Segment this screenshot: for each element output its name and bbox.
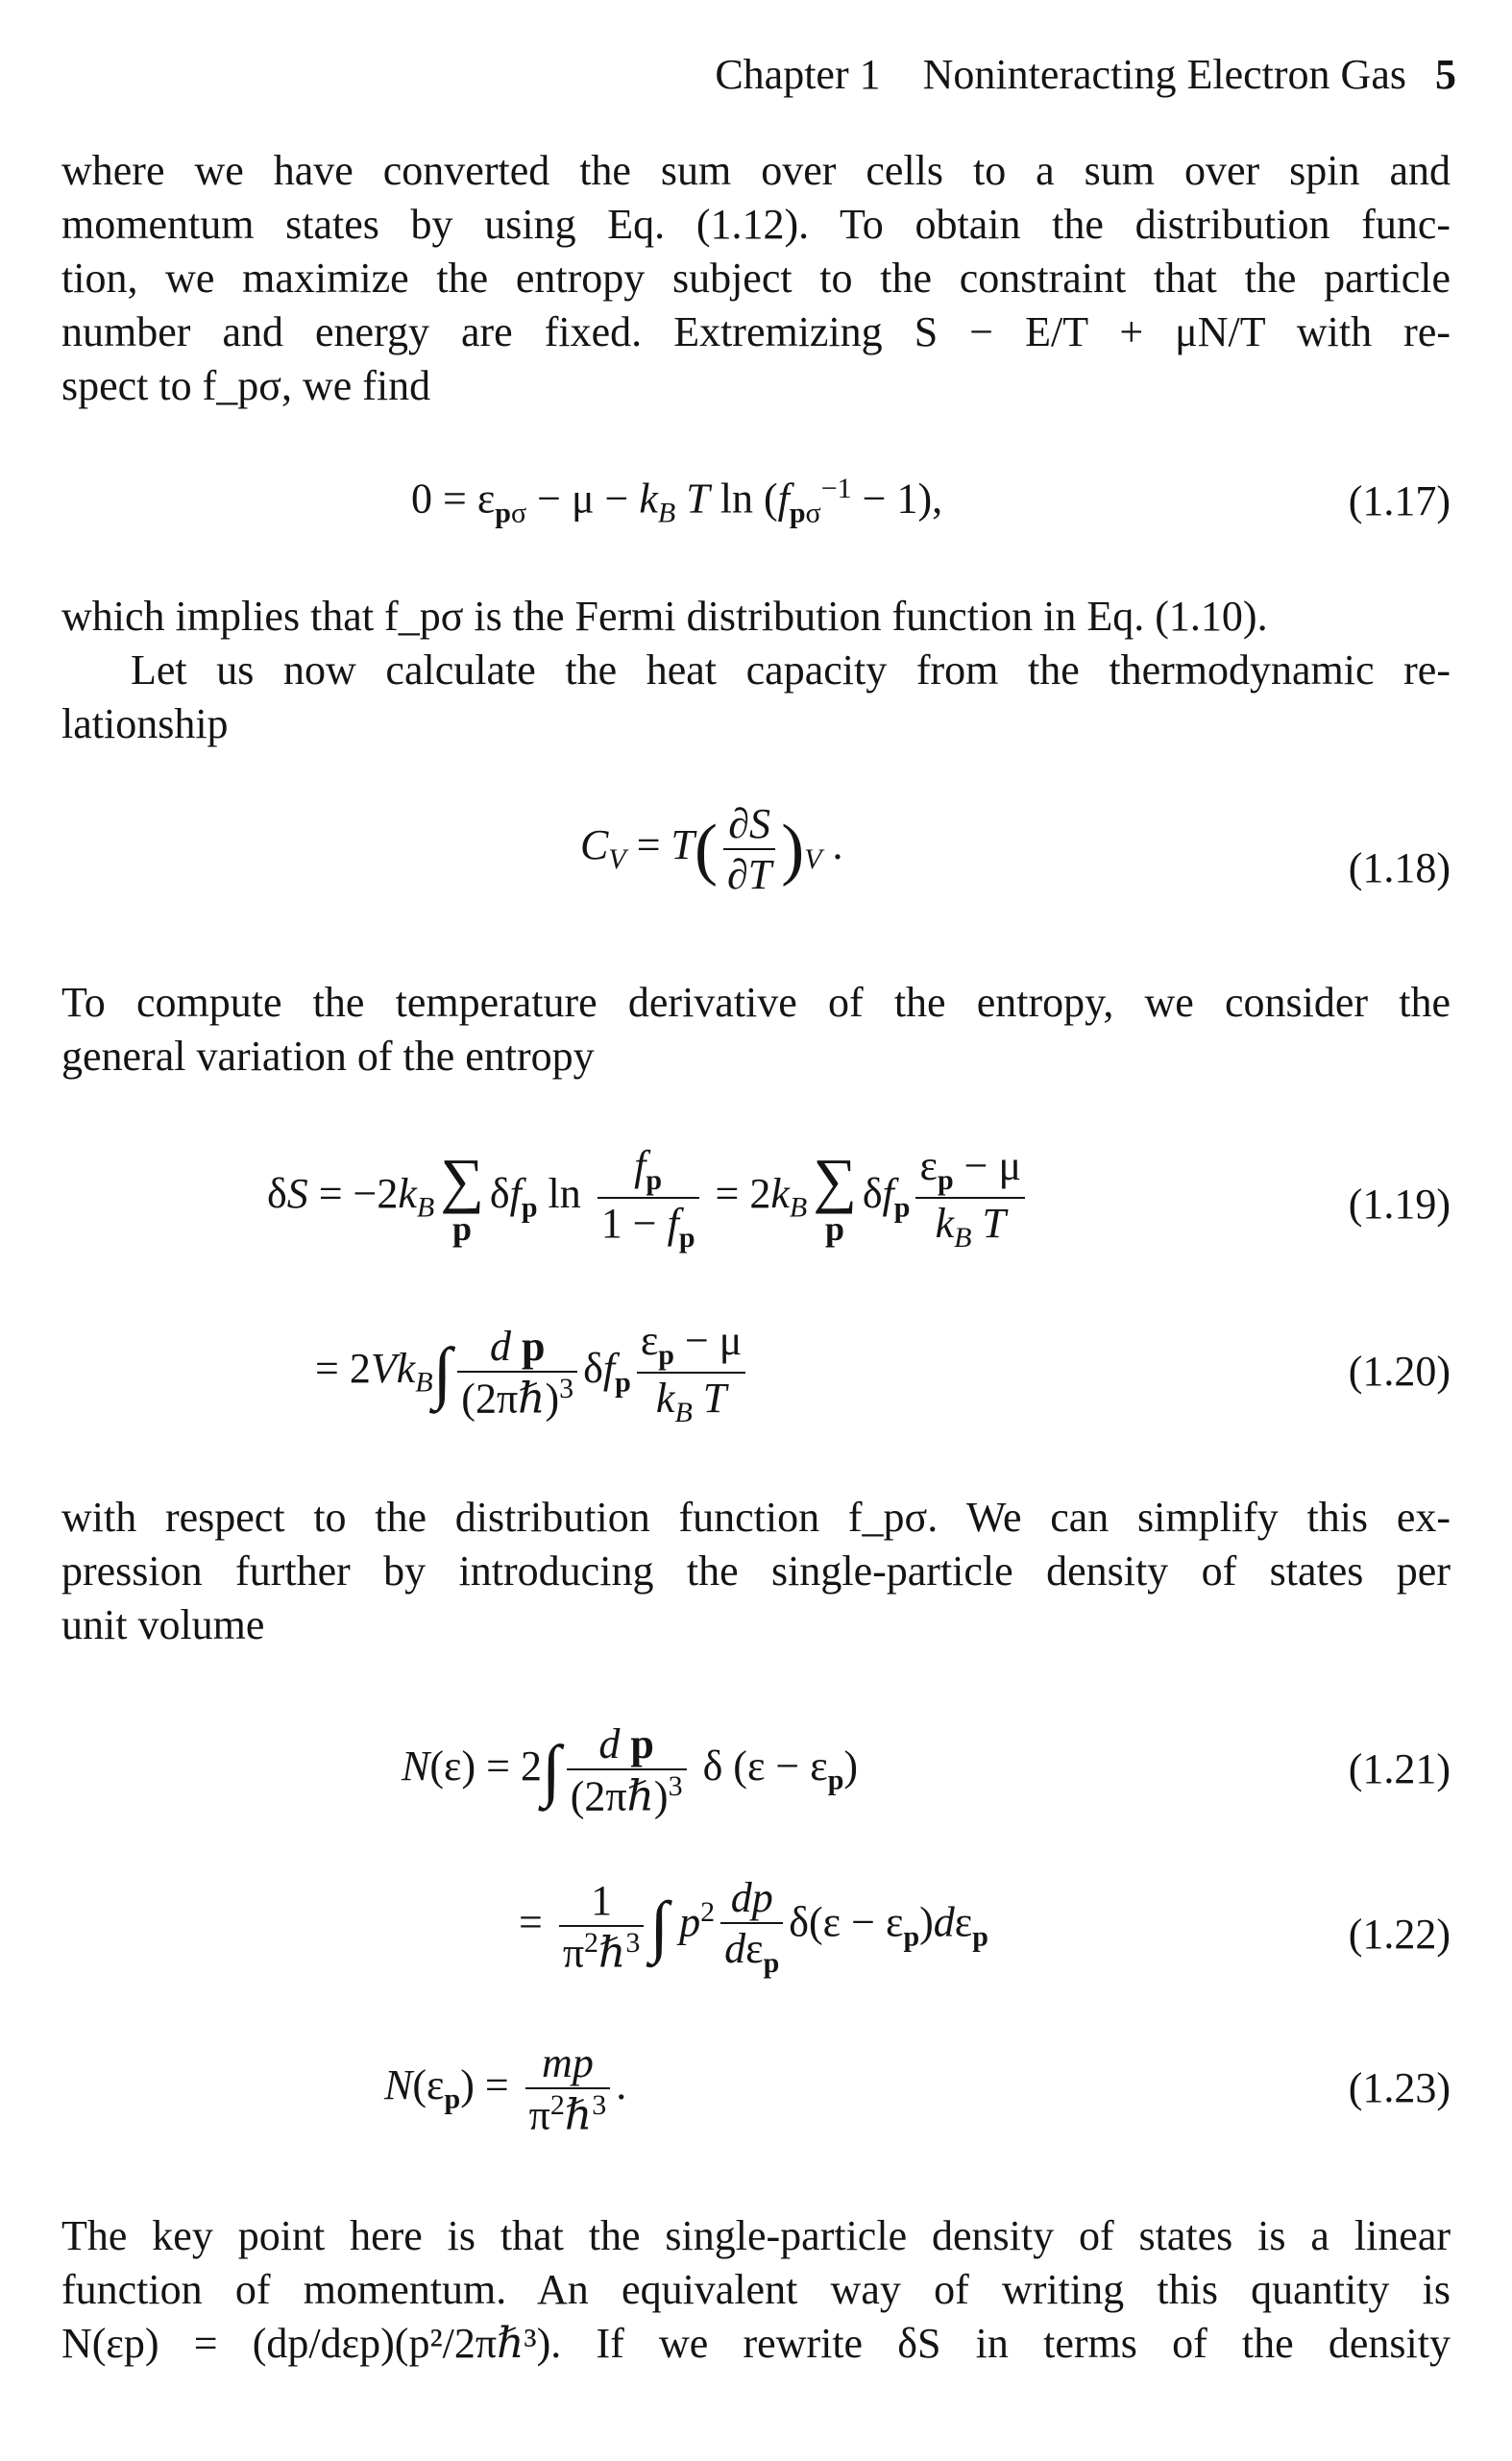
equation-1-18: $C_V = T$( $\frac{\partial S}{\partial T}$ )$_V$ . bbox=[580, 800, 843, 898]
paragraph-line: general variation of the entropy bbox=[61, 1033, 595, 1080]
paragraph-line: pression further by introducing the single-particle density of states per bbox=[61, 1547, 1451, 1595]
paragraph-line: lationship bbox=[61, 700, 229, 747]
paragraph-line: To compute the temperature derivative of the entropy, we consider the bbox=[61, 979, 1451, 1026]
equation-number: (1.18) bbox=[1348, 844, 1451, 891]
equation-number: (1.23) bbox=[1348, 2064, 1451, 2111]
paragraph-line: The key point here is that the single-particle density of states is a linear bbox=[61, 2212, 1451, 2259]
paragraph-1 bbox=[61, 144, 1451, 413]
equation-number: (1.20) bbox=[1348, 1348, 1451, 1395]
equation-1-20: = $2Vk_B\int$ $\frac{\text{d p}}{(2\pi\hbar)^3}$ $\delta f_p$ $\frac{\varepsilon_p - \mu}{k_B T}$ bbox=[315, 1316, 751, 1429]
equation-1-19: $\delta S = -2k_B$ ∑ p $\delta f_p$ ln $\frac{f_p}{1 - f_p}$ = $2k_B$ ∑ p $\delta f_p$ $\frac{\varepsilon_p - \mu}{k_B T}$ bbox=[267, 1141, 1031, 1255]
equation-1-17: $0 = \varepsilon_{p\sigma} - \mu - k_B$ T $\ln (f_{p\sigma}^{-1} - 1)$, bbox=[411, 473, 943, 529]
equation-1-23: $N(\varepsilon_p)$ = $\frac{mp}{\pi^2\hbar^3}$ . bbox=[384, 2039, 627, 2139]
page-number: 5 bbox=[1435, 51, 1456, 98]
chapter-title: Noninteracting Electron Gas bbox=[922, 51, 1406, 98]
equation-number: (1.19) bbox=[1348, 1181, 1451, 1228]
paragraph-3 bbox=[61, 644, 1451, 751]
paragraph-2 bbox=[61, 590, 1451, 644]
paragraph-6 bbox=[61, 2209, 1451, 2371]
equation-1-21: N(ε) = 2∫ $\frac{\text{d p}}{(2\pi\hbar)^3}$ δ $(\varepsilon - \varepsilon_p)$ bbox=[402, 1720, 859, 1820]
paragraph-line: where we have converted the sum over cells to a sum over spin and bbox=[61, 147, 1451, 194]
running-header bbox=[576, 50, 1456, 99]
paragraph-line: unit volume bbox=[61, 1601, 265, 1648]
paragraph-line: tion, we maximize the entropy subject to the constraint that the particle bbox=[61, 255, 1451, 302]
chapter-label: Chapter 1 bbox=[715, 51, 881, 98]
paragraph-line: number and energy are fixed. Extremizing S − E/T + μN/T with re- bbox=[61, 308, 1451, 355]
paragraph-line: momentum states by using Eq. (1.12). To obtain the distribution func- bbox=[61, 201, 1451, 248]
paragraph-line: N(εp) = (dp/dεp)(p²/2πℏ³). If we rewrite δS in terms of the density bbox=[61, 2320, 1451, 2367]
paragraph-line: which implies that f_pσ is the Fermi distribution function in Eq. (1.10). bbox=[61, 593, 1268, 640]
paragraph-5 bbox=[61, 1491, 1451, 1652]
paragraph-line: Let us now calculate the heat capacity from the thermodynamic re- bbox=[131, 646, 1451, 694]
equation-1-22: = $\frac{1}{\pi^2\hbar^3}$ ∫ $p^2$ $\frac{dp}{d\varepsilon_p}$ $\delta(\varepsilon - \varepsilon_p)d\varepsilon_p$ bbox=[519, 1874, 988, 1979]
paragraph-line: spect to f_pσ, we find bbox=[61, 362, 431, 409]
paragraph-4 bbox=[61, 976, 1451, 1084]
paragraph-line: function of momentum. An equivalent way of writing this quantity is bbox=[61, 2266, 1451, 2313]
equation-number: (1.21) bbox=[1348, 1745, 1451, 1792]
equation-number: (1.22) bbox=[1348, 1911, 1451, 1958]
equation-number: (1.17) bbox=[1348, 477, 1451, 524]
paragraph-line: with respect to the distribution function f_pσ. We can simplify this ex- bbox=[61, 1494, 1451, 1541]
